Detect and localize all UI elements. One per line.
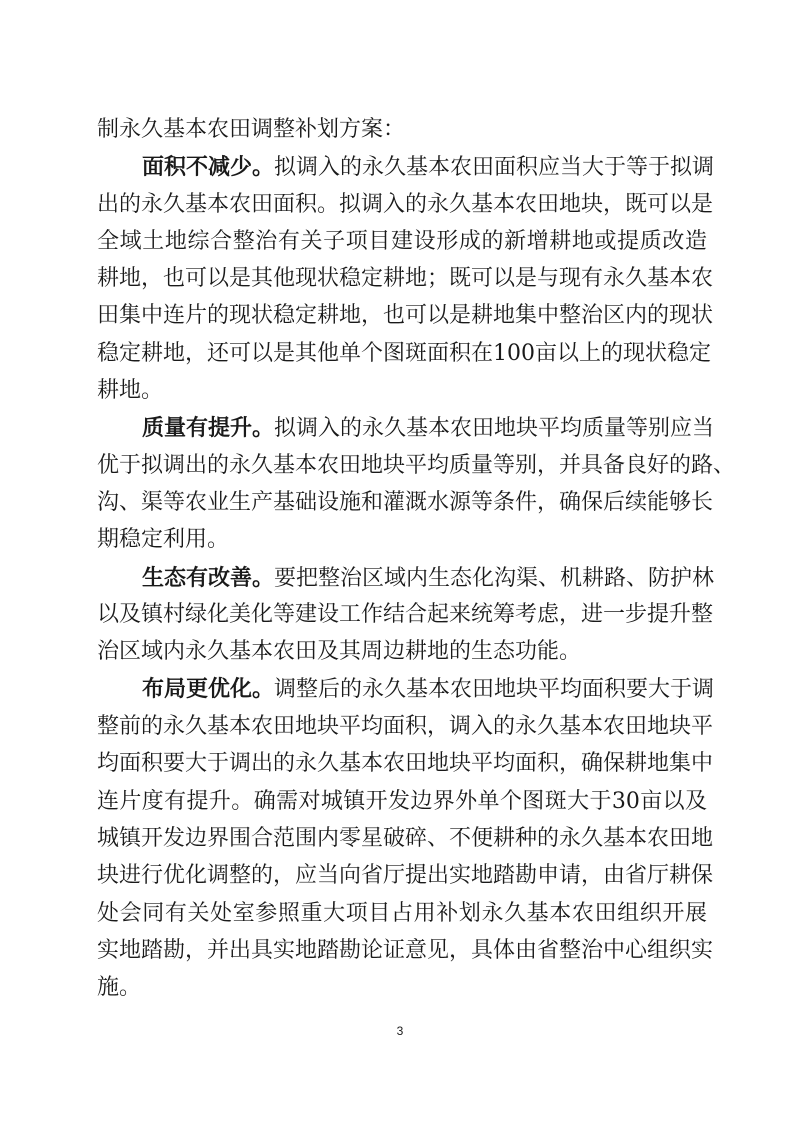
section-3-line: 治区域内永久基本农田及其周边耕地的生态功能。 (97, 639, 582, 664)
section-4-line: 均面积要大于调出的永久基本农田地块平均面积，确保耕地集中 (97, 751, 714, 776)
section-4-line: 整前的永久基本农田地块平均面积，调入的永久基本农田地块平 (97, 714, 714, 739)
section-4-line: 城镇开发边界围合范围内零星破碎、不便耕种的永久基本农田地 (97, 826, 714, 851)
section-3-line: 以及镇村绿化美化等建设工作结合起来统筹考虑，进一步提升整 (97, 602, 714, 627)
section-4-line: 块进行优化调整的，应当向省厅提出实地踏勘申请，由省厅耕保 (97, 863, 714, 888)
page-number: 3 (396, 1024, 404, 1038)
section-1-line: 出的永久基本农田面积。拟调入的永久基本农田地块，既可以是 (97, 192, 714, 217)
intro-line: 制永久基本农田调整补划方案： (97, 117, 406, 142)
section-1-line: 耕地，也可以是其他现状稳定耕地；既可以是与现有永久基本农 (97, 266, 714, 291)
section-3-first-line (142, 563, 715, 593)
section-1-line: 田集中连片的现状稳定耕地，也可以是耕地集中整治区内的现状 (97, 303, 714, 328)
section-4-line: 处会同有关处室参照重大项目占用补划永久基本农田组织开展 (97, 901, 707, 926)
section-2-line: 沟、渠等农业生产基础设施和灌溉水源等条件，确保后续能够长 (97, 490, 714, 515)
section-3-heading: 生态有改善。 (142, 565, 275, 591)
section-2-first-line (142, 413, 715, 443)
section-3-first-text: 要把整治区域内生态化沟渠、机耕路、防护林 (274, 566, 715, 591)
section-1-line: 稳定耕地，还可以是其他单个图斑面积在100亩以上的现状稳定 (97, 341, 711, 366)
section-1-line: 全域土地综合整治有关子项目建设形成的新增耕地或提质改造 (97, 229, 707, 254)
section-1-line: 耕地。 (97, 378, 164, 403)
section-4-line: 实地踏勘，并出具实地踏勘论证意见，具体由省整治中心组织实 (97, 938, 714, 963)
section-2-line: 优于拟调出的永久基本农田地块平均质量等别，并具备良好的路、 (97, 453, 736, 478)
section-2-first-text: 拟调入的永久基本农田地块平均质量等别应当 (274, 416, 715, 441)
section-4-line: 连片度有提升。确需对城镇开发边界外单个图斑大于30亩以及 (97, 789, 707, 814)
section-4-first-text: 调整后的永久基本农田地块平均面积要大于调 (274, 677, 715, 702)
section-2-heading: 质量有提升。 (142, 415, 275, 441)
section-1-first-line (142, 152, 715, 182)
section-2-line: 期稳定利用。 (97, 527, 230, 552)
section-4-heading: 布局更优化。 (142, 676, 275, 702)
section-4-line: 施。 (97, 975, 142, 1000)
section-1-first-text: 拟调入的永久基本农田面积应当大于等于拟调 (274, 155, 715, 180)
section-1-heading: 面积不减少。 (142, 154, 275, 180)
section-4-first-line (142, 674, 715, 704)
